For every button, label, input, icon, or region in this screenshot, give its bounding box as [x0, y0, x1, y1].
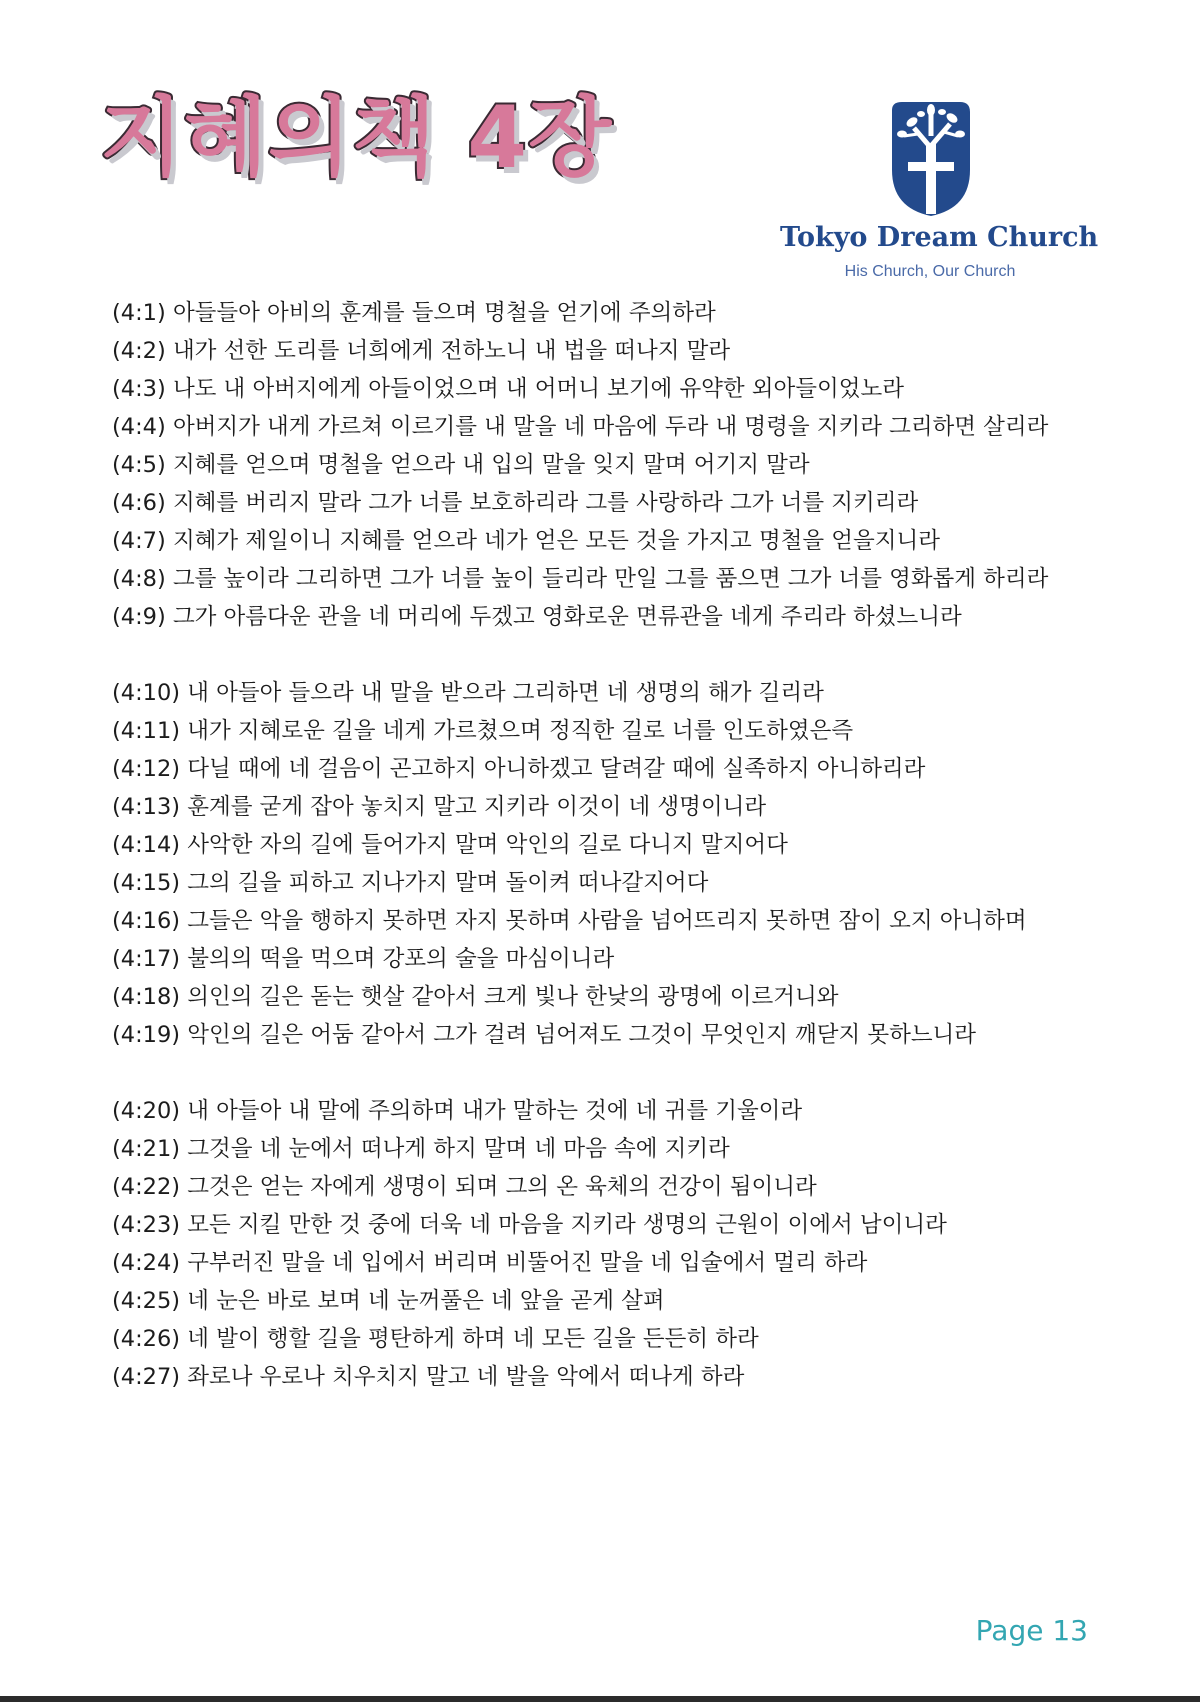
verse-text: 지혜를 버리지 말라 그가 너를 보호하리라 그를 사랑하라 그가 너를 지키리라 — [172, 490, 919, 516]
verse-text: 그것을 네 눈에서 떠나게 하지 말며 네 마음 속에 지키라 — [187, 1136, 730, 1162]
verse-text: 나도 내 아버지에게 아들이었으며 내 어머니 보기에 유약한 외아들이었노라 — [172, 376, 904, 402]
verse-ref: (4:11) — [112, 718, 181, 744]
verse-item — [112, 978, 1092, 1016]
verse-ref: (4:23) — [112, 1212, 181, 1238]
verse-item — [112, 940, 1092, 978]
bottom-rule — [0, 1696, 1200, 1702]
verse-text: 그것은 얻는 자에게 생명이 되며 그의 온 육체의 건강이 됨이니라 — [187, 1174, 817, 1200]
verse-item — [112, 712, 1092, 750]
verse-ref: (4:17) — [112, 946, 181, 972]
verse-ref: (4:25) — [112, 1288, 181, 1314]
verse-ref: (4:21) — [112, 1136, 181, 1162]
verse-ref: (4:9) — [112, 604, 166, 630]
verse-ref: (4:8) — [112, 566, 166, 592]
verse-item — [112, 788, 1092, 826]
verse-item — [112, 560, 1092, 598]
verse-text: 아들들아 아비의 훈계를 들으며 명철을 얻기에 주의하라 — [172, 300, 716, 326]
verse-text: 구부러진 말을 네 입에서 버리며 비뚤어진 말을 네 입술에서 멀리 하라 — [187, 1250, 868, 1276]
verse-ref: (4:27) — [112, 1364, 181, 1390]
verse-text: 그가 아름다운 관을 네 머리에 두겠고 영화로운 면류관을 네게 주리라 하셨느니라 — [172, 604, 962, 630]
page-number: Page 13 — [975, 1614, 1088, 1647]
verse-text: 다닐 때에 네 걸음이 곤고하지 아니하겠고 달려갈 때에 실족하지 아니하리라 — [187, 756, 926, 782]
verse-item — [112, 1206, 1092, 1244]
verse-item — [112, 1244, 1092, 1282]
church-logo — [780, 100, 1099, 290]
verse-item — [112, 674, 1092, 712]
verse-text: 그의 길을 피하고 지나가지 말며 돌이켜 떠나갈지어다 — [187, 870, 709, 896]
verse-text: 그를 높이라 그리하면 그가 너를 높이 들리라 만일 그를 품으면 그가 너를 영화롭게 하리라 — [172, 566, 1049, 592]
verse-item — [112, 332, 1092, 370]
verse-text: 훈계를 굳게 잡아 놓치지 말고 지키라 이것이 네 생명이니라 — [187, 794, 767, 820]
verse-ref: (4:12) — [112, 756, 181, 782]
tree-cross-icon — [888, 100, 974, 218]
verse-item — [112, 902, 1092, 940]
verse-item — [112, 750, 1092, 788]
verse-ref: (4:3) — [112, 376, 166, 402]
verse-text: 내가 선한 도리를 너희에게 전하노니 내 법을 떠나지 말라 — [172, 338, 731, 364]
verse-item — [112, 484, 1092, 522]
verse-ref: (4:1) — [112, 300, 166, 326]
verse-item — [112, 864, 1092, 902]
verse-ref: (4:2) — [112, 338, 166, 364]
verse-item — [112, 446, 1092, 484]
verse-ref: (4:6) — [112, 490, 166, 516]
verse-ref: (4:4) — [112, 414, 166, 440]
verse-item — [112, 1092, 1092, 1130]
verse-ref: (4:14) — [112, 832, 181, 858]
verse-ref: (4:10) — [112, 680, 181, 706]
verse-item — [112, 1282, 1092, 1320]
logo-name: Tokyo Dream Church — [780, 222, 1099, 253]
verse-ref: (4:7) — [112, 528, 166, 554]
verse-item — [112, 1130, 1092, 1168]
verse-ref: (4:13) — [112, 794, 181, 820]
verse-ref: (4:19) — [112, 1022, 181, 1048]
verse-item — [112, 408, 1092, 446]
verse-text: 지혜가 제일이니 지혜를 얻으라 네가 얻은 모든 것을 가지고 명철을 얻을지니라 — [172, 528, 940, 554]
verse-ref: (4:16) — [112, 908, 181, 934]
verse-text: 사악한 자의 길에 들어가지 말며 악인의 길로 다니지 말지어다 — [187, 832, 788, 858]
verse-text: 의인의 길은 돋는 햇살 같아서 크게 빛나 한낮의 광명에 이르거니와 — [187, 984, 839, 1010]
verse-text: 좌로나 우로나 치우치지 말고 네 발을 악에서 떠나게 하라 — [187, 1364, 745, 1390]
verse-text: 그들은 악을 행하지 못하면 자지 못하며 사람을 넘어뜨리지 못하면 잠이 오지 아니하며 — [187, 908, 1027, 934]
verse-item — [112, 1320, 1092, 1358]
logo-tagline: His Church, Our Church — [844, 263, 1016, 280]
verse-text: 아버지가 내게 가르쳐 이르기를 내 말을 네 마음에 두라 내 명령을 지키라 그리하면 살리라 — [172, 414, 1049, 440]
page-title: 지혜의책 4장 — [100, 88, 613, 188]
verse-text: 악인의 길은 어둠 같아서 그가 걸려 넘어져도 그것이 무엇인지 깨닫지 못하느니라 — [187, 1022, 977, 1048]
verse-item — [112, 370, 1092, 408]
verse-item — [112, 1016, 1092, 1054]
verse-text: 지혜를 얻으며 명철을 얻으라 내 입의 말을 잊지 말며 어기지 말라 — [172, 452, 810, 478]
verse-text: 내가 지혜로운 길을 네게 가르쳤으며 정직한 길로 너를 인도하였은즉 — [187, 718, 854, 744]
verse-text: 내 아들아 내 말에 주의하며 내가 말하는 것에 네 귀를 기울이라 — [187, 1098, 803, 1124]
verse-ref: (4:5) — [112, 452, 166, 478]
verse-item — [112, 522, 1092, 560]
verse-ref: (4:15) — [112, 870, 181, 896]
verse-item — [112, 826, 1092, 864]
verse-ref: (4:22) — [112, 1174, 181, 1200]
verse-ref: (4:18) — [112, 984, 181, 1010]
verse-text: 모든 지킬 만한 것 중에 더욱 네 마음을 지키라 생명의 근원이 이에서 남이니라 — [187, 1212, 947, 1238]
verse-ref: (4:24) — [112, 1250, 181, 1276]
verse-item — [112, 1358, 1092, 1396]
verse-text: 불의의 떡을 먹으며 강포의 술을 마심이니라 — [187, 946, 615, 972]
verse-text: 네 눈은 바로 보며 네 눈꺼풀은 네 앞을 곧게 살펴 — [187, 1288, 665, 1314]
verse-text: 네 발이 행할 길을 평탄하게 하며 네 모든 길을 든든히 하라 — [187, 1326, 759, 1352]
verse-ref: (4:20) — [112, 1098, 181, 1124]
verse-ref: (4:26) — [112, 1326, 181, 1352]
verse-item — [112, 294, 1092, 332]
verse-list — [112, 294, 1092, 1396]
verse-text: 내 아들아 들으라 내 말을 받으라 그리하면 네 생명의 해가 길리라 — [187, 680, 824, 706]
verse-item — [112, 598, 1092, 636]
verse-item — [112, 1168, 1092, 1206]
